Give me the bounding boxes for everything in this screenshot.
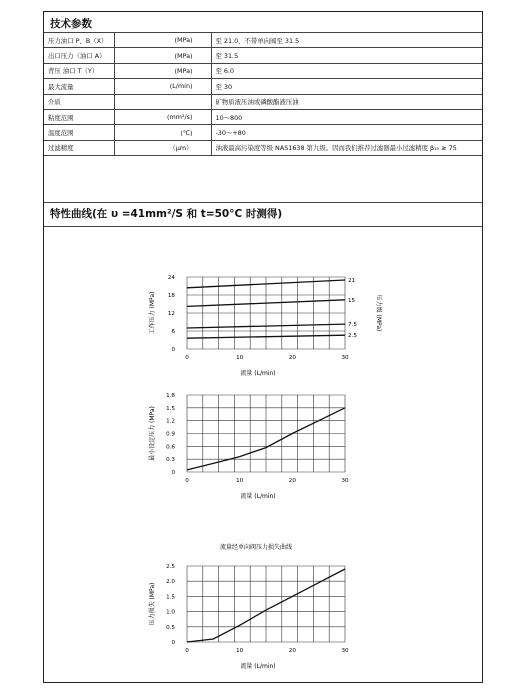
y-tick-label: 0.6	[166, 444, 175, 451]
x-tick-label: 0	[185, 478, 189, 484]
spec-name: 压力油口 P、B（X）	[44, 33, 114, 48]
x-tick-label: 20	[288, 478, 296, 484]
spec-unit: (L/min)	[114, 79, 211, 94]
spec-name: 最大流量	[44, 79, 114, 94]
y-tick-label: 2.5	[166, 564, 175, 570]
characteristic-curves	[44, 228, 482, 688]
y-tick-label: 1.0	[166, 609, 175, 616]
spec-value: 至 6.0	[211, 63, 482, 78]
spec-row	[44, 125, 482, 140]
y-axis-label: 最小设定压力 (MPa)	[149, 406, 156, 461]
spec-name: 温度范围	[44, 125, 114, 140]
y2-axis-label: 压力级 (MPa)	[375, 294, 382, 332]
spec-unit: (℃)	[114, 125, 211, 140]
spec-value: 10～800	[211, 109, 482, 124]
spec-value: 矿物质液压油或磷酸酯液压油	[211, 94, 482, 109]
spec-value: 至 30	[211, 79, 482, 94]
x-tick-label: 10	[236, 648, 244, 654]
spec-value: 油液最高污染度等级 NAS1638 第九级。因而我们推荐过滤器最小过滤精度 β₁₀ ≥ 75	[211, 140, 482, 155]
x-tick-label: 0	[185, 355, 189, 361]
series-label: 21	[348, 278, 356, 284]
x-tick-label: 30	[341, 478, 349, 484]
series-label: 15	[348, 297, 356, 304]
y-tick-label: 1.2	[166, 418, 175, 425]
spec-row	[44, 48, 482, 63]
spec-name: 介质	[44, 94, 114, 109]
spec-row	[44, 33, 482, 48]
y-tick-label: 0	[171, 640, 175, 646]
spec-value: 至 31.5	[211, 48, 482, 63]
x-tick-label: 30	[341, 355, 349, 361]
spec-row	[44, 79, 482, 94]
spec-row	[44, 63, 482, 78]
y-tick-label: 1.5	[166, 594, 175, 601]
y-tick-label: 24	[167, 275, 175, 281]
spec-row	[44, 109, 482, 124]
y-tick-label: 2.0	[166, 579, 175, 586]
y-axis-label: 工作压力 (MPa)	[149, 291, 156, 335]
spec-unit: (MPa)	[114, 63, 211, 78]
spec-unit: (MPa)	[114, 48, 211, 63]
spec-unit: (mm²/s)	[114, 109, 211, 124]
y-tick-label: 1.8	[166, 393, 175, 399]
spec-value: 至 21.0，不带单向阀至 31.5	[211, 33, 482, 48]
spec-unit	[114, 94, 211, 109]
series-label: 2.5	[348, 333, 357, 340]
spec-unit: (MPa)	[114, 33, 211, 48]
x-tick-label: 0	[185, 648, 189, 654]
y-tick-label: 0.9	[166, 431, 175, 438]
spec-row	[44, 140, 482, 155]
specs-table	[44, 32, 482, 156]
chart-title: 流量经单向阀压力损失曲线	[219, 544, 293, 551]
spec-name: 出口压力（油口 A）	[44, 48, 114, 63]
x-axis-label: 流量 (L/min)	[240, 370, 276, 377]
y-tick-label: 12	[167, 311, 175, 317]
y-tick-label: 0	[171, 347, 175, 353]
y-tick-label: 1.5	[166, 405, 175, 412]
spec-sheet	[43, 11, 483, 683]
y-tick-label: 0	[171, 470, 175, 476]
y-tick-label: 0.5	[166, 624, 175, 631]
y-tick-label: 6	[171, 329, 175, 335]
x-axis-label: 流量 (L/min)	[240, 493, 276, 500]
x-tick-label: 20	[288, 355, 296, 361]
section-divider	[44, 226, 482, 227]
curves-title: 特性曲线(在 υ =41mm²/S 和 t=50°C 时测得)	[50, 208, 283, 220]
y-axis-label: 压力损失 (MPa)	[149, 582, 156, 626]
x-tick-label: 30	[341, 648, 349, 654]
x-tick-label: 10	[236, 478, 244, 484]
spec-name: 过滤精度	[44, 140, 114, 155]
spec-name: 背压 油口 T（Y）	[44, 63, 114, 78]
spec-name: 粘度范围	[44, 109, 114, 124]
specs-title: 技术参数	[50, 18, 92, 30]
section-divider	[44, 202, 482, 203]
series-label: 7.5	[348, 322, 357, 329]
y-tick-label: 0.3	[166, 457, 175, 464]
y-tick-label: 18	[167, 293, 175, 299]
spec-unit: （μm）	[114, 140, 211, 155]
x-axis-label: 流量 (L/min)	[240, 663, 276, 670]
x-tick-label: 10	[236, 355, 244, 361]
spec-value: -30～+80	[211, 125, 482, 140]
x-tick-label: 20	[288, 648, 296, 654]
spec-row	[44, 94, 482, 109]
